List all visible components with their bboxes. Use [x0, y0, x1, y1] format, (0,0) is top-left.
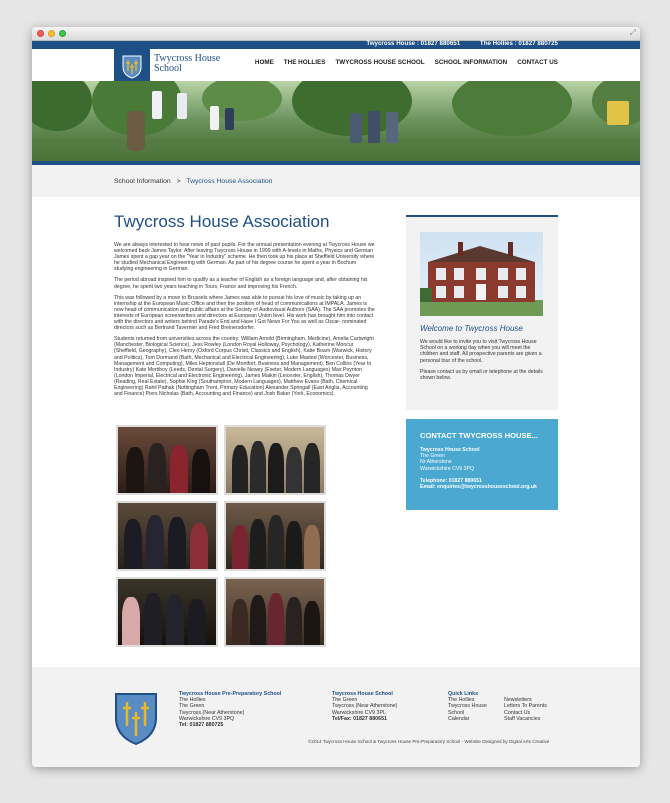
article-body — [114, 242, 376, 402]
contact-address-line: Warwickshire CV9 3PQ — [420, 465, 474, 472]
paragraph: We are always interested to hear news of past pupils. For the annual presentation evening at Twycross House we welcomed back James Taylor. After leaving Twycross House in 1999 with A-levels in Maths, Physics and German James spent a gap year on the "Year in Industry" scheme. He then took up his place at Sheffield University where he studied Mechanical Engineering with German. As part of his degree course he spent a year in Bochum studying engineering in German. — [114, 242, 375, 273]
nav-school-information[interactable]: SCHOOL INFORMATION — [434, 59, 508, 66]
site-header — [32, 49, 640, 81]
close-window-icon[interactable] — [37, 30, 44, 37]
tree — [32, 81, 92, 131]
footer-link-calendar[interactable]: Calendar — [448, 715, 470, 722]
photo-person — [232, 599, 248, 645]
phone-twycross-house[interactable]: Twycross House : 01827 880651 — [366, 40, 461, 47]
breadcrumb — [32, 165, 640, 197]
gallery-photo[interactable] — [116, 425, 218, 495]
footer-link-staff-vacancies[interactable]: Staff Vacancies — [504, 715, 541, 722]
photo-person — [146, 515, 164, 569]
footer-address-line: The Green — [332, 697, 358, 704]
gallery-photo[interactable] — [224, 425, 326, 495]
photo-person — [170, 445, 188, 493]
contact-address-line: Nr Atherstone — [420, 459, 452, 466]
footer-address-line: Warwickshire CV9 3PL — [332, 709, 386, 716]
photo-person — [286, 597, 302, 645]
crest-icon — [122, 55, 142, 79]
welcome-paragraph: Please contact us by email or telephone at the details shown below. — [420, 368, 543, 382]
tree-trunk — [127, 111, 145, 151]
pupil-figure — [386, 112, 398, 143]
photo-person — [232, 445, 248, 493]
footer-phone[interactable]: Tel/Fax: 01827 880651 — [332, 715, 387, 722]
breadcrumb-separator: > — [176, 178, 181, 185]
footer-heading: Twycross House Pre-Preparatory School — [179, 691, 282, 697]
footer-link-letters-to-parents[interactable]: Letters To Parents — [504, 703, 547, 710]
nav-contact-us[interactable]: CONTACT US — [517, 59, 558, 66]
paragraph: Students returned from universities across the country; William Arnold (Birmingham, Medicine), Amelia Cartwright (Manchester, Biological Science), Jess Rowley (London Royal Holloway, Psychology), Katherine Moncur (Sheffield, Geography), Cleo Henry (Oxford Corpus Christi, Classics and English), Katie Boam (Warwick, History and Politics), Tom Dormand (Bath, Mechanical and Electrical Engineering), Luke Masted (Worcester, Business, Management and Computing), Miles Heptonstall (De Montfort, Business and Management), Ben Collins (Year In Industry) Kate Mortiboy (Leeds, Dental Surgery), Danielle Newey (Exeter, Modern Languages) Max Poynton (London Imperial, Electrical and Electronic Engineering), James Maikin (Leicester, English), Thomas Dwyer (Reading, Real Estate), Sophie King (Southampton, Modern Languages), Matthew Evans (Bath, Chemical Engineering) Rahil Pathak (Nottingham Trent, Primary Education) Alexander Springall (East Anglia, Accounting and Finance) Piers Nicholas (Bath, Accounting and Finance) and Josh Baker (York, Economics). — [114, 336, 374, 398]
fullscreen-icon[interactable]: ⤢ — [629, 28, 636, 37]
contact-telephone[interactable]: Telephone: 01827 880651 — [420, 477, 482, 484]
photo-person — [268, 593, 284, 645]
site-footer — [32, 667, 640, 767]
contact-email[interactable]: Email: enquiries@twycrosshouseschool.org.uk — [420, 484, 537, 491]
welcome-text — [420, 339, 544, 381]
gallery-photo[interactable] — [116, 577, 218, 647]
photo-person — [144, 593, 162, 645]
photo-person — [190, 523, 208, 569]
photo-person — [304, 525, 320, 569]
nav-the-hollies[interactable]: THE HOLLIES — [283, 59, 326, 66]
photo-person — [124, 519, 142, 569]
footer-house-school — [332, 691, 397, 722]
footer-link-twycross-house[interactable]: Twycross House — [448, 703, 487, 710]
school-building-illustration — [420, 232, 543, 316]
footer-address-line: Warwickshire CV9 3PQ — [179, 715, 235, 722]
breadcrumb-parent[interactable]: School Information — [114, 178, 171, 185]
photo-person — [188, 599, 206, 645]
pupil-figure — [177, 93, 187, 119]
pupil-figure — [368, 111, 380, 143]
school-building-photo — [420, 232, 543, 316]
minimize-window-icon[interactable] — [48, 30, 55, 37]
footer-address-line: Twycross (Near Atherstone) — [179, 709, 245, 716]
footer-prep-school — [179, 691, 281, 728]
window-chrome — [32, 27, 640, 41]
pupil-figure — [210, 106, 219, 130]
contact-title: CONTACT TWYCROSS HOUSE... — [420, 431, 538, 440]
yellow-hut — [607, 101, 629, 125]
contact-address-line: The Green — [420, 453, 445, 460]
footer-link-the-hollies[interactable]: The Hollies — [448, 697, 475, 704]
footer-address-line: Twycross (Near Atherstone) — [332, 703, 398, 710]
pupil-figure — [152, 91, 162, 119]
breadcrumb-current: Twycross House Association — [186, 178, 273, 185]
logo-line-2: School — [154, 63, 182, 74]
welcome-paragraph: We would like to invite you to visit Twycross House School on a working day when you will meet the children and staff. All prospective parents are given a personal tour of the school. — [420, 339, 542, 364]
footer-phone[interactable]: Tel: 01827 880725 — [179, 722, 224, 729]
footer-link-contact-us[interactable]: Contact Us — [504, 709, 531, 716]
photo-gallery — [116, 425, 326, 647]
photo-person — [232, 525, 248, 569]
welcome-box — [406, 215, 558, 410]
footer-quick-links-2 — [504, 691, 547, 722]
page-title: Twycross House Association — [114, 212, 330, 231]
gallery-photo[interactable] — [116, 501, 218, 571]
nav-twycross-house-school[interactable]: TWYCROSS HOUSE SCHOOL — [335, 59, 425, 66]
photo-person — [250, 595, 266, 645]
paragraph: The period abroad inspired him to qualify as a teacher of English as a foreign language and, after obtaining his degree, he spent two years teaching in Tours, France and improving his French. — [114, 277, 368, 290]
nav-home[interactable]: HOME — [254, 59, 274, 66]
photo-person — [268, 515, 284, 569]
logo-text[interactable] — [154, 54, 220, 74]
logo-line-1: Twycross House — [154, 53, 221, 64]
gallery-photo[interactable] — [224, 577, 326, 647]
photo-person — [192, 449, 210, 493]
photo-person — [250, 519, 266, 569]
photo-person — [166, 595, 184, 645]
photo-person — [122, 597, 140, 645]
pupil-figure — [225, 108, 234, 130]
phone-the-hollies[interactable]: The Hollies : 01827 880725 — [479, 40, 558, 47]
pupil-figure — [350, 113, 362, 143]
photo-person — [286, 521, 302, 569]
photo-person — [126, 447, 144, 493]
footer-heading: Twycross House School — [332, 691, 393, 697]
photo-person — [148, 443, 166, 493]
footer-quick-links — [448, 691, 487, 722]
copyright: ©2014 Twycross House School & Twycross House Pre-Preparatory School - Website Designed by Digital Arts Creative — [308, 739, 550, 744]
paragraph: This was followed by a move to Brussels where James was able to pursue his love of music by taking up an internship at the European Music Office and then the position of head of communications at IMPALA. James is now head of communication and public affairs at the Society of Audiovisual Authors (SAA). The SAA promotes the interests of European screenwriters and directors at European Union level. His work has brought him into contact with the directors and writers behind Parade's End and Have I Got News For You as well as Oscar- nominated directors such as Bertrand Tavernier and Fred Breinersdorfer. — [114, 294, 375, 332]
footer-crest-icon — [114, 692, 158, 746]
photo-person — [268, 443, 284, 493]
hero-banner — [32, 81, 640, 165]
footer-address-line: The Hollies — [179, 697, 206, 704]
contact-box — [406, 419, 558, 510]
photo-person — [304, 443, 320, 493]
tree — [452, 81, 572, 136]
sidebar — [406, 215, 558, 510]
footer-heading: Quick Links — [448, 691, 479, 697]
main-content — [32, 197, 640, 665]
zoom-window-icon[interactable] — [59, 30, 66, 37]
footer-address-line: The Green — [179, 703, 205, 710]
browser-window — [32, 27, 640, 767]
footer-link-newsletters[interactable]: Newsletters — [504, 697, 532, 704]
main-nav — [255, 59, 558, 66]
gallery-photo[interactable] — [224, 501, 326, 571]
photo-person — [250, 441, 266, 493]
contact-school-name: Twycross House School — [420, 447, 480, 453]
photo-person — [168, 517, 186, 569]
photo-person — [286, 447, 302, 493]
photo-person — [304, 601, 320, 645]
welcome-title: Welcome to Twycross House — [420, 324, 523, 333]
footer-link-school[interactable]: School — [448, 709, 465, 716]
